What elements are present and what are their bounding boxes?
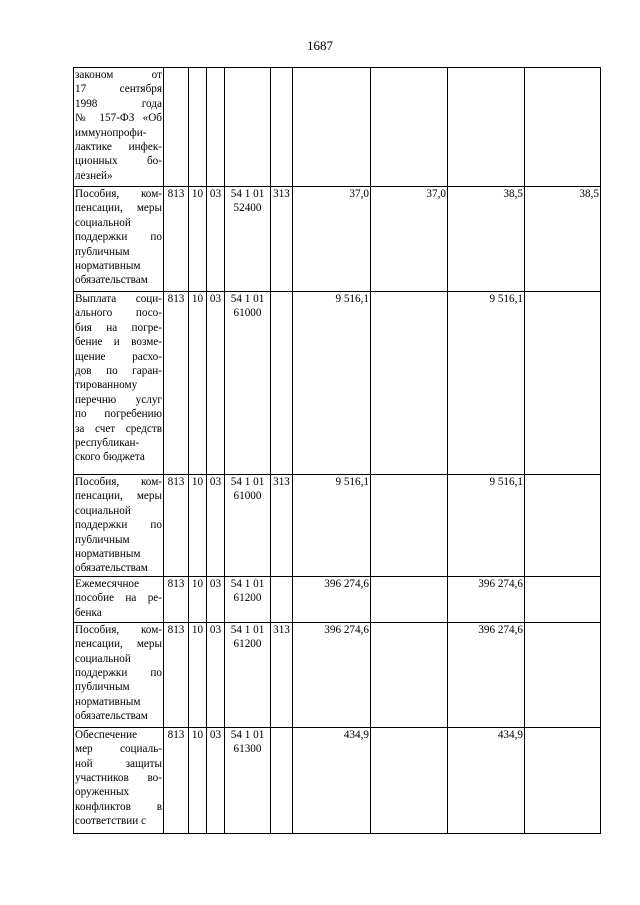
row-name-line: лезней»: [75, 169, 113, 182]
row-name-line: ционных бо-: [75, 155, 162, 168]
target-article-cell: [225, 292, 271, 475]
target-article-line: 54 1 01: [230, 476, 265, 488]
expense-type-cell: 313: [271, 622, 293, 727]
row-name-line: пенсации, меры: [75, 490, 162, 503]
amount-cell-3: 9 516,1: [448, 475, 525, 577]
amount-cell-1: 434,9: [293, 727, 371, 833]
row-name-line: 1998 года: [75, 97, 162, 110]
row-name-line: мер социаль-: [75, 743, 162, 756]
amount-cell-1: 37,0: [293, 187, 371, 292]
row-name-line: ального посо-: [75, 307, 162, 320]
amount-cell-2: [371, 475, 448, 577]
target-article-cell: [225, 187, 271, 292]
ministry-code-cell: 813: [164, 292, 189, 475]
ministry-code-cell: 813: [164, 187, 189, 292]
target-article-cell: [225, 727, 271, 833]
amount-cell-3: 9 516,1: [448, 292, 525, 475]
target-article-line: 61000: [233, 490, 262, 503]
row-name-line: ной защиты: [75, 757, 162, 770]
row-name-line: социальной: [75, 652, 131, 665]
section-code-cell: 10: [189, 475, 207, 577]
row-name-line: иммунопрофи-: [75, 126, 147, 139]
row-name-line: по погребению: [75, 408, 162, 421]
amount-cell-4: [525, 68, 601, 187]
target-article-line: 61200: [233, 638, 262, 651]
row-name-line: за счет средств: [75, 422, 162, 435]
amount-cell-4: [525, 576, 601, 622]
amount-cell-1: 396 274,6: [293, 576, 371, 622]
row-name-line: обязательствам: [75, 274, 148, 287]
target-article-cell: [225, 576, 271, 622]
row-name-line: нормативным: [75, 548, 141, 561]
table-row: [74, 475, 601, 577]
amount-cell-2: [371, 727, 448, 833]
row-name-line: социальной: [75, 216, 131, 229]
row-name-cell: [74, 727, 164, 833]
row-name-line: публичным: [75, 245, 130, 258]
amount-cell-4: 38,5: [525, 187, 601, 292]
expense-type-cell: [271, 68, 293, 187]
expense-type-cell: 313: [271, 187, 293, 292]
row-name-line: обязательствам: [75, 562, 148, 575]
section-code-cell: 10: [189, 576, 207, 622]
table-row: [74, 292, 601, 475]
table-row: [74, 68, 601, 187]
amount-cell-2: [371, 622, 448, 727]
expense-type-cell: [271, 292, 293, 475]
row-name-line: № 157-ФЗ «Об: [75, 112, 162, 125]
amount-cell-1: [293, 68, 371, 187]
ministry-code-cell: 813: [164, 727, 189, 833]
amount-cell-3: 434,9: [448, 727, 525, 833]
target-article-line: 54 1 01: [230, 623, 265, 636]
row-name-line: публичным: [75, 681, 130, 694]
table-row: [74, 727, 601, 833]
row-name-line: бенка: [75, 606, 102, 619]
row-name-line: оруженных: [75, 786, 130, 799]
amount-cell-1: 9 516,1: [293, 292, 371, 475]
amount-cell-3: 38,5: [448, 187, 525, 292]
row-name-line: перечню услуг: [75, 393, 162, 406]
table-row: [74, 622, 601, 727]
expense-type-cell: 313: [271, 475, 293, 577]
target-article-line: 61200: [233, 592, 262, 605]
subsection-code-cell: 03: [207, 727, 225, 833]
row-name-line: Выплата соци-: [75, 293, 162, 305]
section-code-cell: 10: [189, 622, 207, 727]
row-name-line: лактике инфек-: [75, 141, 162, 154]
row-name-cell: [74, 292, 164, 475]
target-article-line: 61300: [233, 743, 262, 756]
row-name-line: щение расхо-: [75, 350, 162, 363]
ministry-code-cell: 813: [164, 576, 189, 622]
row-name-line: поддержки по: [75, 231, 162, 244]
amount-cell-4: [525, 475, 601, 577]
row-name-line: пособие на ре-: [75, 592, 162, 605]
row-name-line: конфликтов в: [75, 800, 162, 813]
row-name-line: поддержки по: [75, 667, 162, 680]
row-name-line: пенсации, меры: [75, 202, 162, 215]
ministry-code-cell: 813: [164, 622, 189, 727]
expense-type-cell: [271, 576, 293, 622]
row-name-line: бение и возме-: [75, 336, 162, 349]
subsection-code-cell: [207, 68, 225, 187]
row-name-line: дов по гаран-: [75, 365, 162, 378]
row-name-line: Ежемесячное: [75, 577, 140, 590]
row-name-line: ского бюджета: [75, 451, 145, 464]
amount-cell-4: [525, 622, 601, 727]
amount-cell-3: [448, 68, 525, 187]
row-name-line: пенсации, меры: [75, 638, 162, 651]
row-name-line: Пособия, ком-: [75, 476, 162, 488]
row-name-line: Пособия, ком-: [75, 188, 162, 200]
row-name-line: законом от: [75, 69, 162, 81]
amount-cell-3: 396 274,6: [448, 576, 525, 622]
row-name-line: 17 сентября: [75, 83, 162, 96]
target-article-line: 52400: [233, 202, 262, 215]
target-article-cell: [225, 622, 271, 727]
row-name-line: социальной: [75, 504, 131, 517]
row-name-line: участников во-: [75, 772, 162, 785]
ministry-code-cell: [164, 68, 189, 187]
section-code-cell: 10: [189, 292, 207, 475]
section-code-cell: 10: [189, 187, 207, 292]
target-article-cell: [225, 68, 271, 187]
subsection-code-cell: 03: [207, 187, 225, 292]
row-name-line: нормативным: [75, 260, 141, 273]
row-name-line: нормативным: [75, 695, 141, 708]
row-name-cell: [74, 475, 164, 577]
row-name-line: Пособия, ком-: [75, 623, 162, 636]
row-name-cell: [74, 68, 164, 187]
page-number: 1687: [307, 38, 333, 53]
target-article-line: 54 1 01: [230, 728, 265, 741]
amount-cell-1: 396 274,6: [293, 622, 371, 727]
row-name-cell: [74, 187, 164, 292]
amount-cell-2: [371, 576, 448, 622]
amount-cell-4: [525, 292, 601, 475]
row-name-line: бия на погре-: [75, 321, 162, 334]
row-name-cell: [74, 576, 164, 622]
table-row: [74, 187, 601, 292]
expense-type-cell: [271, 727, 293, 833]
budget-table: [73, 67, 601, 834]
table-row: [74, 576, 601, 622]
ministry-code-cell: 813: [164, 475, 189, 577]
amount-cell-1: 9 516,1: [293, 475, 371, 577]
target-article-line: 61000: [233, 307, 262, 320]
row-name-line: публичным: [75, 533, 130, 546]
amount-cell-4: [525, 727, 601, 833]
section-code-cell: [189, 68, 207, 187]
row-name-line: республикан-: [75, 437, 140, 450]
row-name-line: обязательствам: [75, 710, 148, 723]
amount-cell-2: [371, 68, 448, 187]
row-name-line: тированному: [75, 379, 138, 392]
row-name-cell: [74, 622, 164, 727]
row-name-line: соответствии с: [75, 815, 146, 828]
subsection-code-cell: 03: [207, 292, 225, 475]
amount-cell-2: 37,0: [371, 187, 448, 292]
amount-cell-3: 396 274,6: [448, 622, 525, 727]
target-article-line: 54 1 01: [230, 188, 265, 200]
target-article-cell: [225, 475, 271, 577]
subsection-code-cell: 03: [207, 475, 225, 577]
target-article-line: 54 1 01: [230, 577, 265, 590]
section-code-cell: 10: [189, 727, 207, 833]
subsection-code-cell: 03: [207, 576, 225, 622]
target-article-line: 54 1 01: [230, 293, 265, 305]
subsection-code-cell: 03: [207, 622, 225, 727]
amount-cell-2: [371, 292, 448, 475]
row-name-line: поддержки по: [75, 519, 162, 532]
row-name-line: Обеспечение: [75, 728, 138, 741]
